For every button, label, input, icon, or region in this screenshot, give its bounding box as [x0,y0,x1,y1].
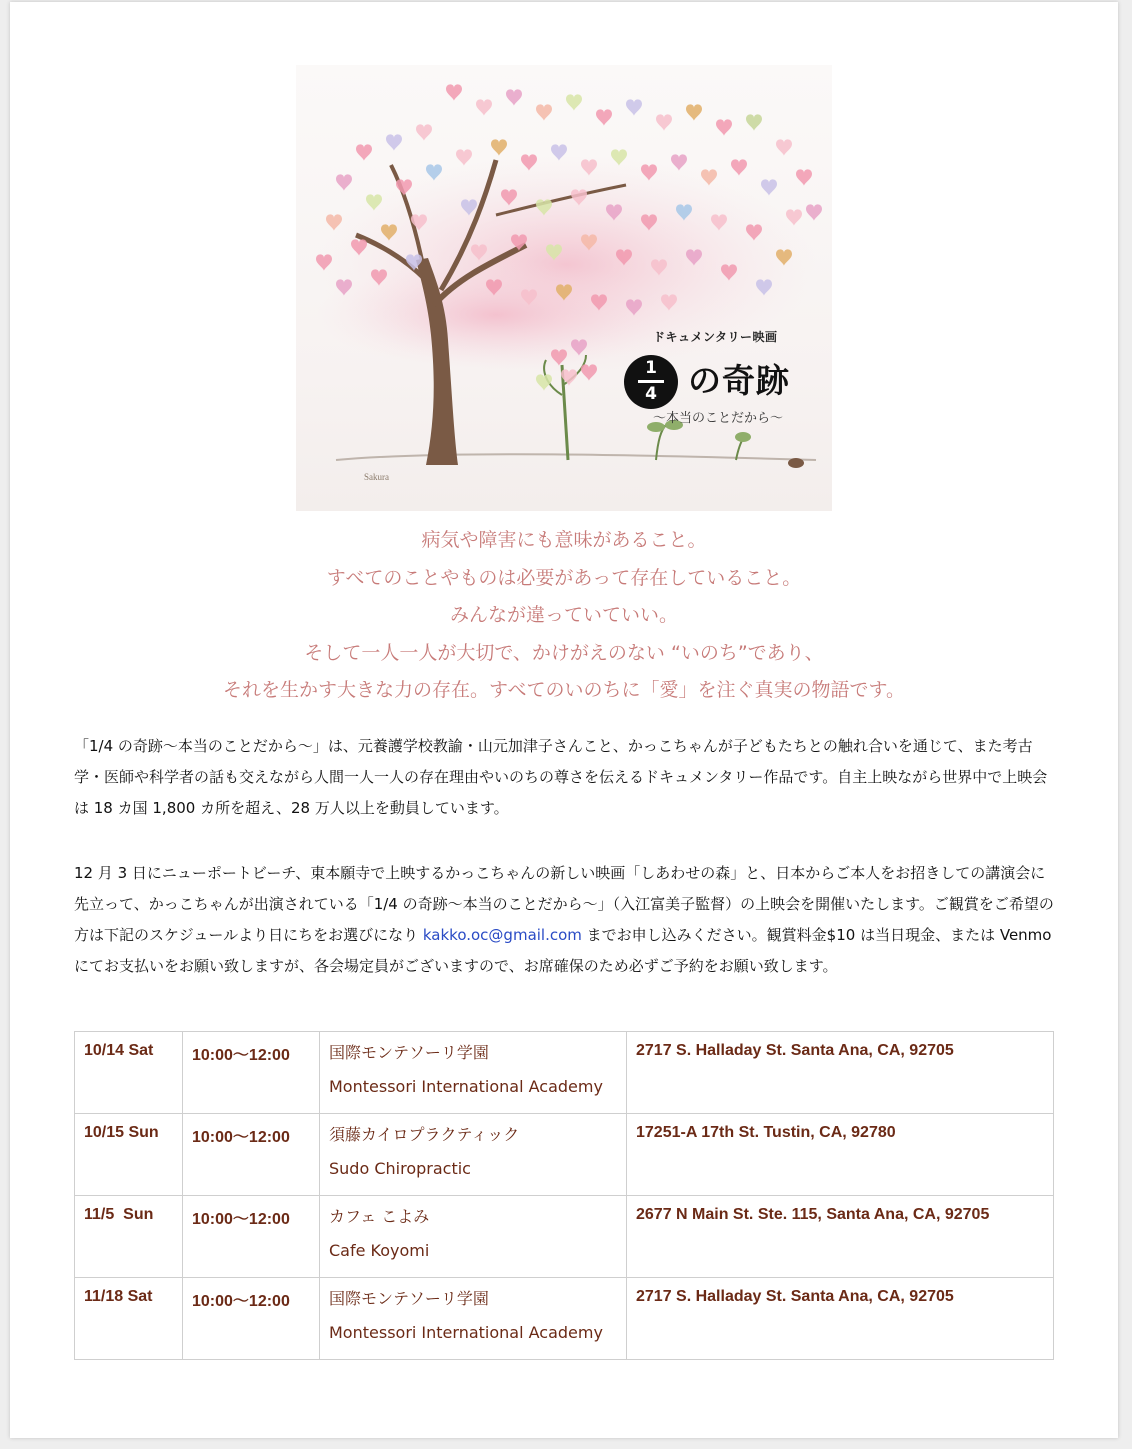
poster-subtitle: 〜本当のことだから〜 [653,411,784,426]
fraction-bar [638,380,664,383]
time-cell: 10:00〜12:00 [183,1278,320,1360]
time-cell: 10:00〜12:00 [183,1196,320,1278]
table-row [75,1114,1054,1196]
address-cell: 17251-A 17th St. Tustin, CA, 92780 [627,1114,1054,1196]
venue-name-en: Sudo Chiropractic [329,1159,471,1178]
poster-caption: ドキュメンタリー映画 [653,330,778,344]
venue-cell [320,1032,627,1114]
badge-denominator: 4 [645,384,657,404]
venue-name-en: Cafe Koyomi [329,1241,430,1260]
date-cell: 11/18 Sat [75,1278,183,1360]
address-cell: 2677 N Main St. Ste. 115, Santa Ana, CA, 92705 [627,1196,1054,1278]
tagline-line: 病気や障害にも意味があること。 [421,529,707,551]
venue-name-en: Montessori International Academy [329,1323,603,1342]
address-cell: 2717 S. Halladay St. Santa Ana, CA, 92705 [627,1278,1054,1360]
event-text-after: までお申し込みください。観賞料金$10 は当日現金、または Venmo にてお支払いをお願い致しますが、各会場定員がございますので、お席確保のため必ずご予約をお願い致します。 [74,926,1052,975]
date-cell: 10/14 Sat [75,1032,183,1114]
poster-title: の奇跡 [688,361,790,400]
venue-name-jp: 国際モンテソーリ学園 [329,1289,489,1308]
event-paragraph [74,858,1059,982]
tagline-line: そして一人一人が大切で、かけがえのない “いのち”であり、 [304,641,824,664]
tagline-line: それを生かす大きな力の存在。すべてのいのちに「愛」を注ぐ真実の物語です。 [222,679,906,701]
time-cell: 10:00〜12:00 [183,1032,320,1114]
badge-numerator: 1 [645,358,657,378]
venue-cell [320,1278,627,1360]
table-row [75,1196,1054,1278]
time-cell: 10:00〜12:00 [183,1114,320,1196]
intro-paragraph: 「1/4 の奇跡〜本当のことだから〜」は、元養護学校教諭・山元加津子さんこと、かっこちゃんが子どもたちとの触れ合いを通じて、また考古学・医師や科学者の話も交えながら人間一人一人の存在理由やいのちの尊さを伝えるドキュメンタリー作品です。自主上映ながら世界中で上映会は 18 カ国 1,800 カ所を超え、28 万人以上を動員しています。 [74,737,1048,817]
table-row [75,1032,1054,1114]
schedule-table [74,1031,1054,1360]
email-link[interactable]: kakko.oc@gmail.com [422,926,582,944]
address-cell: 2717 S. Halladay St. Santa Ana, CA, 92705 [627,1032,1054,1114]
venue-name-jp: 須藤カイロプラクティック [329,1125,520,1144]
table-row [75,1278,1054,1360]
tagline-line: みんなが違っていていい。 [449,604,678,626]
venue-cell [320,1114,627,1196]
artist-signature: Sakura [364,472,389,482]
venue-name-jp: 国際モンテソーリ学園 [329,1043,489,1062]
quarter-badge [624,355,678,409]
venue-name-jp: カフェ こよみ [329,1207,430,1226]
venue-name-en: Montessori International Academy [329,1077,603,1096]
tagline-line: すべてのことやものは必要があって存在していること。 [326,566,802,589]
date-cell: 11/5 Sun [75,1196,183,1278]
date-cell: 10/15 Sun [75,1114,183,1196]
tagline [10,522,1118,710]
venue-cell [320,1196,627,1278]
event-text-before: 12 月 3 日にニューポートビーチ、東本願寺で上映するかっこちゃんの新しい映画「しあわせの森」と、日本からご本人をお招きしての講演会に先立って、かっこちゃんが出演されている「1/4 の奇跡〜本当のことだから〜」（入江富美子監督）の上映会を開催いたします。ご観賞をご希望の方は下記のスケジュールより日にちをお選びになり [74,864,1054,944]
poster-image [296,65,832,511]
tree-illustration [296,65,832,511]
